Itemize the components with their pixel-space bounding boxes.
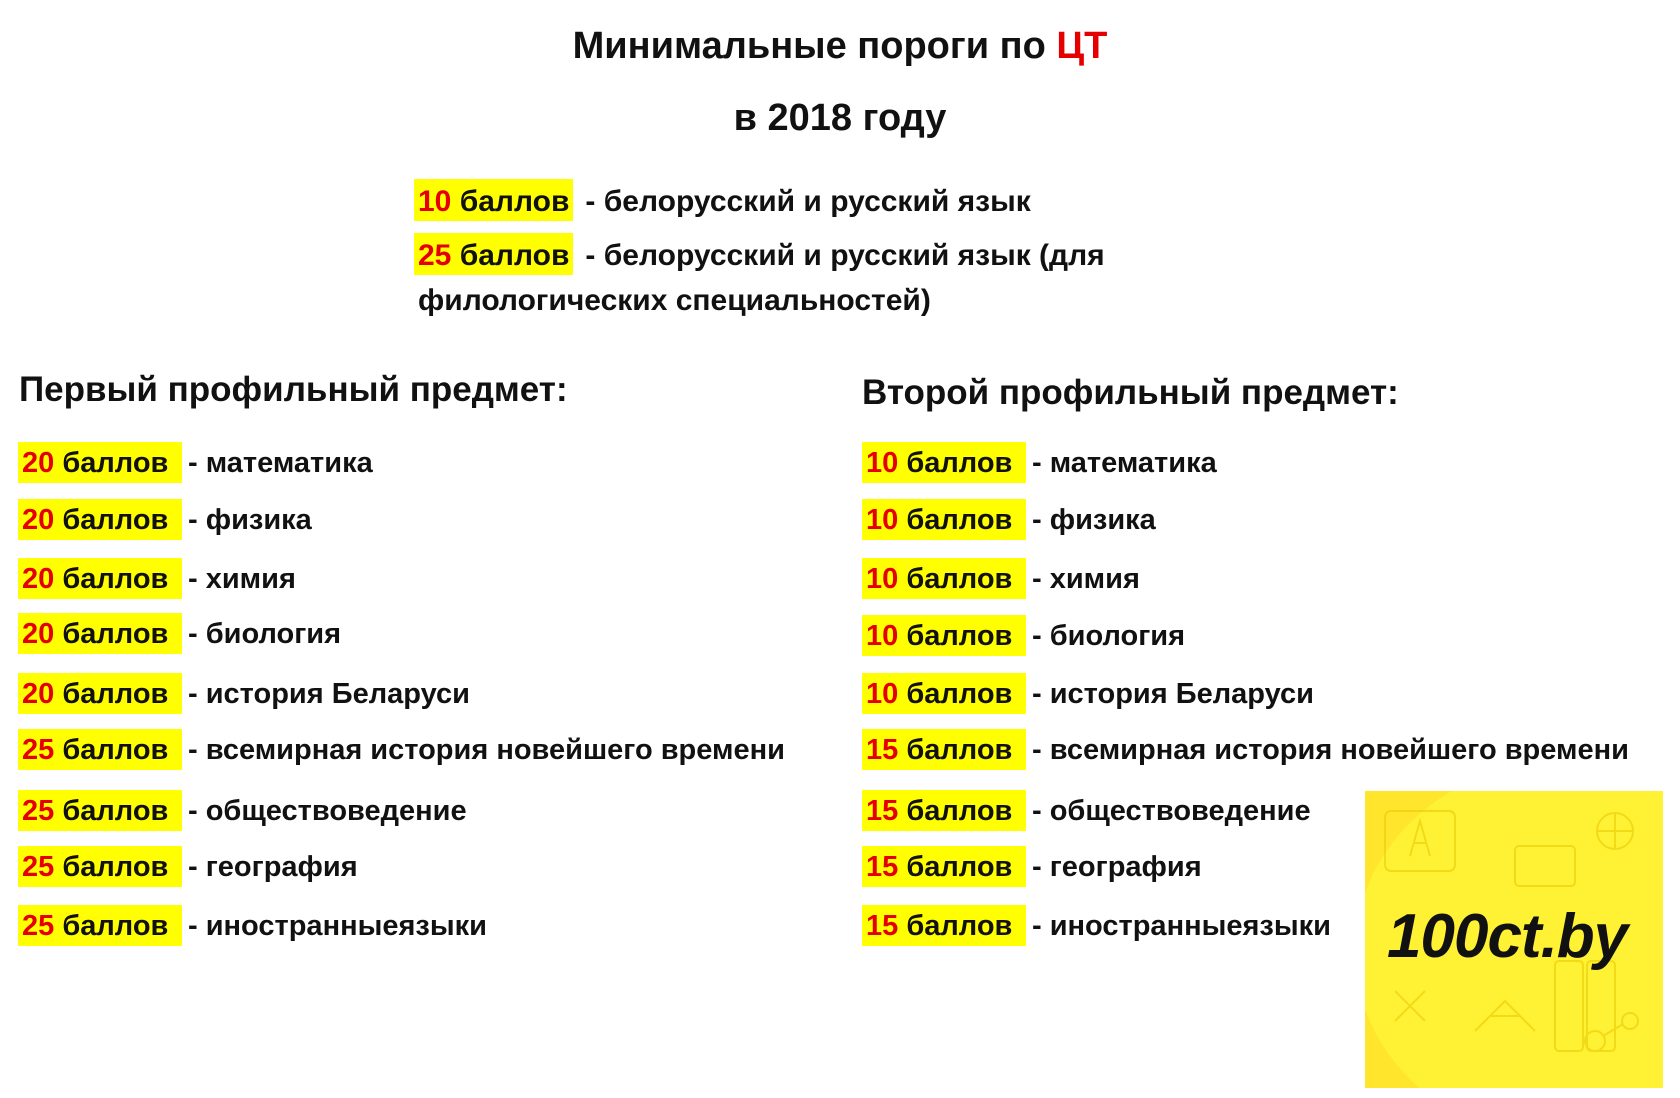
score-unit: баллов bbox=[459, 185, 570, 218]
score-highlight bbox=[18, 846, 182, 887]
subject-label: - физика bbox=[1032, 504, 1156, 536]
subject-label: - математика bbox=[1032, 447, 1217, 479]
score-number: 25 bbox=[418, 239, 452, 272]
score-unit: баллов bbox=[62, 563, 169, 595]
subject-row bbox=[18, 729, 785, 770]
score-unit: баллов bbox=[62, 734, 169, 766]
subject-row bbox=[18, 905, 487, 946]
score-highlight bbox=[862, 499, 1026, 540]
subject-row bbox=[18, 673, 470, 714]
subject-label: - белорусский и русский язык (для bbox=[585, 239, 1105, 272]
score-number: 15 bbox=[866, 851, 899, 883]
first-profile-heading: Первый профильный предмет: bbox=[19, 370, 568, 409]
score-highlight bbox=[414, 179, 573, 221]
subject-row bbox=[18, 613, 341, 654]
subject-row bbox=[862, 729, 1629, 770]
logo-text: 100ct.by bbox=[1387, 902, 1628, 971]
subject-label: - физика bbox=[188, 504, 312, 536]
score-unit: баллов bbox=[62, 851, 169, 883]
score-number: 10 bbox=[866, 563, 899, 595]
score-number: 25 bbox=[22, 795, 55, 827]
score-unit: баллов bbox=[906, 620, 1013, 652]
subject-row bbox=[862, 499, 1156, 540]
score-number: 15 bbox=[866, 734, 899, 766]
score-highlight bbox=[862, 729, 1026, 770]
score-unit: баллов bbox=[62, 795, 169, 827]
subject-label: - иностранныеязыки bbox=[188, 910, 487, 942]
subject-label: - география bbox=[188, 851, 358, 883]
score-number: 20 bbox=[22, 504, 55, 536]
score-unit: баллов bbox=[906, 563, 1013, 595]
score-highlight bbox=[862, 790, 1026, 831]
page-title-accent: ЦТ bbox=[1056, 25, 1108, 67]
score-number: 25 bbox=[22, 851, 55, 883]
score-number: 15 bbox=[866, 910, 899, 942]
score-highlight bbox=[414, 233, 573, 275]
subject-label: - химия bbox=[188, 563, 296, 595]
score-highlight bbox=[18, 499, 182, 540]
score-highlight bbox=[862, 905, 1026, 946]
score-number: 20 bbox=[22, 447, 55, 479]
subject-label: - история Беларуси bbox=[1032, 678, 1314, 710]
subject-label: - всемирная история новейшего времени bbox=[1032, 734, 1629, 766]
score-unit: баллов bbox=[62, 504, 169, 536]
score-highlight bbox=[862, 846, 1026, 887]
score-highlight bbox=[862, 442, 1026, 483]
score-unit: баллов bbox=[62, 618, 169, 650]
subject-row bbox=[18, 442, 373, 483]
score-number: 20 bbox=[22, 618, 55, 650]
subject-row bbox=[18, 790, 467, 831]
language-item bbox=[414, 233, 1105, 275]
score-highlight bbox=[18, 442, 182, 483]
subject-label: - иностранныеязыки bbox=[1032, 910, 1331, 942]
score-number: 25 bbox=[22, 734, 55, 766]
subject-row bbox=[862, 905, 1331, 946]
score-number: 10 bbox=[866, 678, 899, 710]
subject-row bbox=[18, 846, 358, 887]
subject-label: - обществоведение bbox=[188, 795, 467, 827]
subject-label: - биология bbox=[188, 618, 342, 650]
score-unit: баллов bbox=[906, 734, 1013, 766]
score-unit: баллов bbox=[906, 447, 1013, 479]
subject-label: - химия bbox=[1032, 563, 1140, 595]
score-unit: баллов bbox=[906, 851, 1013, 883]
score-unit: баллов bbox=[62, 447, 169, 479]
subject-row bbox=[862, 558, 1140, 599]
score-number: 10 bbox=[866, 620, 899, 652]
page-title bbox=[0, 25, 1680, 68]
score-unit: баллов bbox=[459, 239, 570, 272]
score-unit: баллов bbox=[62, 678, 169, 710]
subject-row bbox=[862, 790, 1311, 831]
site-logo bbox=[1365, 791, 1663, 1088]
score-highlight bbox=[862, 673, 1026, 714]
score-highlight bbox=[18, 613, 182, 654]
score-highlight bbox=[18, 790, 182, 831]
subject-label: - география bbox=[1032, 851, 1202, 883]
score-number: 20 bbox=[22, 678, 55, 710]
score-number: 15 bbox=[866, 795, 899, 827]
score-highlight bbox=[18, 558, 182, 599]
score-unit: баллов bbox=[906, 504, 1013, 536]
page-subtitle: в 2018 году bbox=[733, 97, 947, 139]
subject-row bbox=[862, 673, 1314, 714]
score-highlight bbox=[18, 673, 182, 714]
score-number: 10 bbox=[866, 504, 899, 536]
score-highlight bbox=[862, 615, 1026, 656]
score-number: 20 bbox=[22, 563, 55, 595]
subject-label: - обществоведение bbox=[1032, 795, 1311, 827]
second-profile-heading: Второй профильный предмет: bbox=[862, 373, 1399, 412]
score-unit: баллов bbox=[906, 910, 1013, 942]
subject-row bbox=[862, 442, 1217, 483]
subject-row bbox=[862, 615, 1185, 656]
subject-label: - математика bbox=[188, 447, 373, 479]
score-unit: баллов bbox=[906, 795, 1013, 827]
subject-row bbox=[18, 558, 296, 599]
score-highlight bbox=[18, 729, 182, 770]
page-title-main: Минимальные пороги по bbox=[572, 25, 1046, 67]
score-highlight bbox=[18, 905, 182, 946]
score-unit: баллов bbox=[906, 678, 1013, 710]
subject-label: - биология bbox=[1032, 620, 1186, 652]
subject-label: - история Беларуси bbox=[188, 678, 470, 710]
subject-row bbox=[18, 499, 312, 540]
subject-row bbox=[862, 846, 1202, 887]
score-number: 10 bbox=[866, 447, 899, 479]
language-item-continuation: филологических специальностей) bbox=[418, 284, 931, 317]
score-highlight bbox=[862, 558, 1026, 599]
score-number: 25 bbox=[22, 910, 55, 942]
score-number: 10 bbox=[418, 185, 452, 218]
score-unit: баллов bbox=[62, 910, 169, 942]
language-item bbox=[414, 179, 1031, 221]
subject-label: - белорусский и русский язык bbox=[585, 185, 1031, 218]
subject-label: - всемирная история новейшего времени bbox=[188, 734, 785, 766]
